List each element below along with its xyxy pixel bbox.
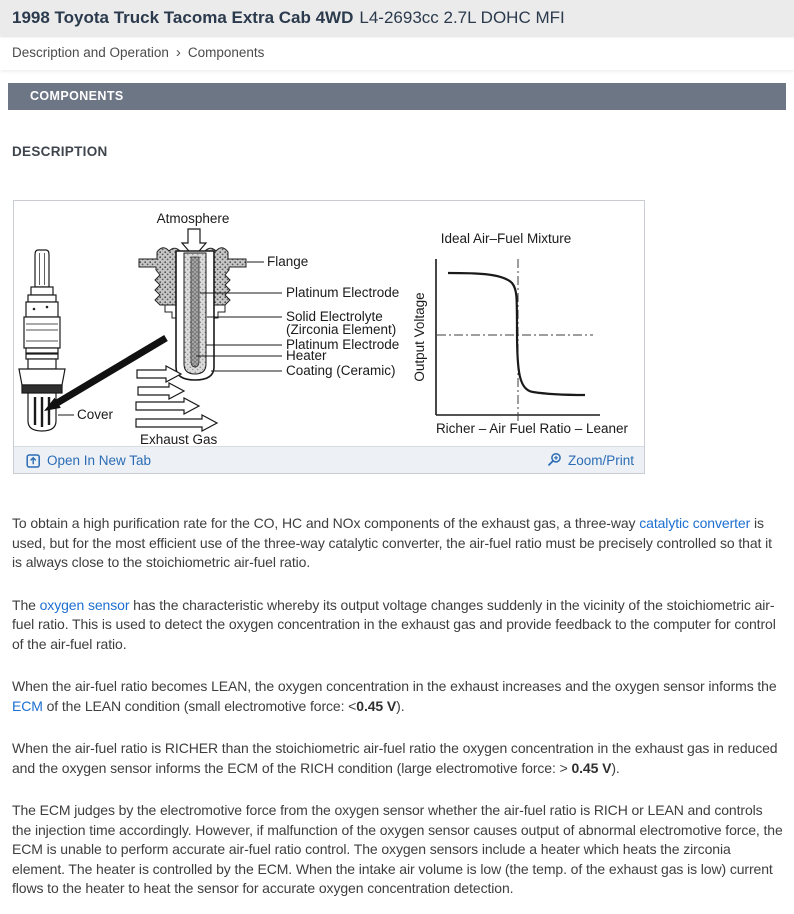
exhaust-gas-label: Exhaust Gas	[140, 432, 218, 446]
vehicle-name: 1998 Toyota Truck Tacoma Extra Cab 4WD	[12, 8, 354, 27]
open-in-new-tab-icon	[26, 453, 41, 468]
open-in-new-tab-label: Open In New Tab	[47, 452, 152, 468]
oxygen-sensor-figure	[13, 200, 645, 474]
chevron-right-icon: ›	[175, 43, 181, 61]
bold-value: 0.45 V	[356, 697, 397, 714]
solid-electrolyte-label-line2: (Zirconia Element)	[286, 322, 397, 337]
solid-electrolyte-label-line1: Solid Electrolyte	[286, 309, 383, 324]
graph-x-axis-label: Richer – Air Fuel Ratio – Leaner	[435, 421, 629, 436]
inline-link[interactable]: oxygen sensor	[39, 596, 130, 613]
paragraph: To obtain a high purification rate for the CO, HC and NOx components of the exhaust gas, a three-way catalytic converter is used, but for the most efficient use of the three-way catalytic converter, the air-fuel ratio must be precisely controlled so that it is always close to the stoichiometric air-fuel ratio.	[12, 515, 772, 570]
breadcrumb-item-description-operation[interactable]: Description and Operation	[12, 45, 169, 60]
zoom-print-button[interactable]	[546, 452, 634, 468]
inline-link[interactable]: ECM	[12, 697, 43, 714]
zoom-print-icon	[546, 452, 562, 468]
breadcrumb-item-components[interactable]: Components	[187, 45, 265, 60]
graph-y-axis-label: Output Voltage	[412, 292, 427, 382]
flange-label: Flange	[267, 254, 309, 269]
engine-spec: L4-2693cc 2.7L DOHC MFI	[359, 8, 565, 27]
zoom-print-label: Zoom/Print	[567, 452, 634, 468]
heater-label: Heater	[286, 348, 327, 363]
graph-title: Ideal Air–Fuel Mixture	[440, 231, 572, 246]
voltage-curve	[448, 273, 585, 395]
atmosphere-label: Atmosphere	[156, 211, 230, 226]
inline-link[interactable]: catalytic converter	[639, 515, 751, 531]
vehicle-title	[12, 8, 565, 28]
description-text	[12, 514, 784, 899]
platinum-electrode-bottom-label: Platinum Electrode	[286, 337, 400, 352]
description-heading: DESCRIPTION	[12, 144, 108, 159]
vehicle-header-bar	[0, 0, 794, 36]
platinum-electrode-top-label: Platinum Electrode	[286, 285, 400, 300]
paragraph: When the air-fuel ratio is RICHER than the stoichiometric air-fuel ratio the oxygen concentration in the exhaust gas in reduced and the oxygen sensor informs the ECM of the RICH condition (large electromotive force: > 0.45 V).	[12, 740, 778, 776]
oxygen-sensor-diagram	[14, 201, 644, 446]
section-banner: COMPONENTS	[8, 83, 786, 110]
heater-core	[191, 257, 199, 367]
paragraph: The ECM judges by the electromotive force from the oxygen sensor whether the air-fuel ratio is RICH or LEAN and controls the injection time accordingly. However, if malfunction of the oxygen sensor causes output of abnormal electromotive force, the ECM is unable to perform accurate air-fuel ratio control. The oxygen sensors include a heater which heats the zirconia element. The heater is controlled by the ECM. When the intake air volume is low (the temp. of the exhaust gas is low) current flows to the heater to heat the sensor for accurate oxygen concentration detection.	[12, 802, 783, 896]
open-in-new-tab-button[interactable]	[26, 453, 151, 468]
paragraph: The oxygen sensor has the characteristic whereby its output voltage changes suddenly in the vicinity of the stoichiometric air-fuel ratio. This is used to detect the oxygen concentration in the exhaust gas and provide feedback to the computer for control of the air-fuel ratio.	[12, 596, 776, 652]
cover-label: Cover	[77, 407, 114, 422]
breadcrumb	[0, 36, 794, 70]
paragraph: When the air-fuel ratio becomes LEAN, the oxygen concentration in the exhaust increases and the oxygen sensor informs the ECM of the LEAN condition (small electromotive force: <0.45 V).	[12, 678, 777, 714]
figure-toolbar	[14, 446, 644, 473]
coating-label: Coating (Ceramic)	[286, 363, 396, 378]
bold-value: 0.45 V	[571, 759, 612, 776]
flange-cross-section-left	[139, 248, 181, 305]
